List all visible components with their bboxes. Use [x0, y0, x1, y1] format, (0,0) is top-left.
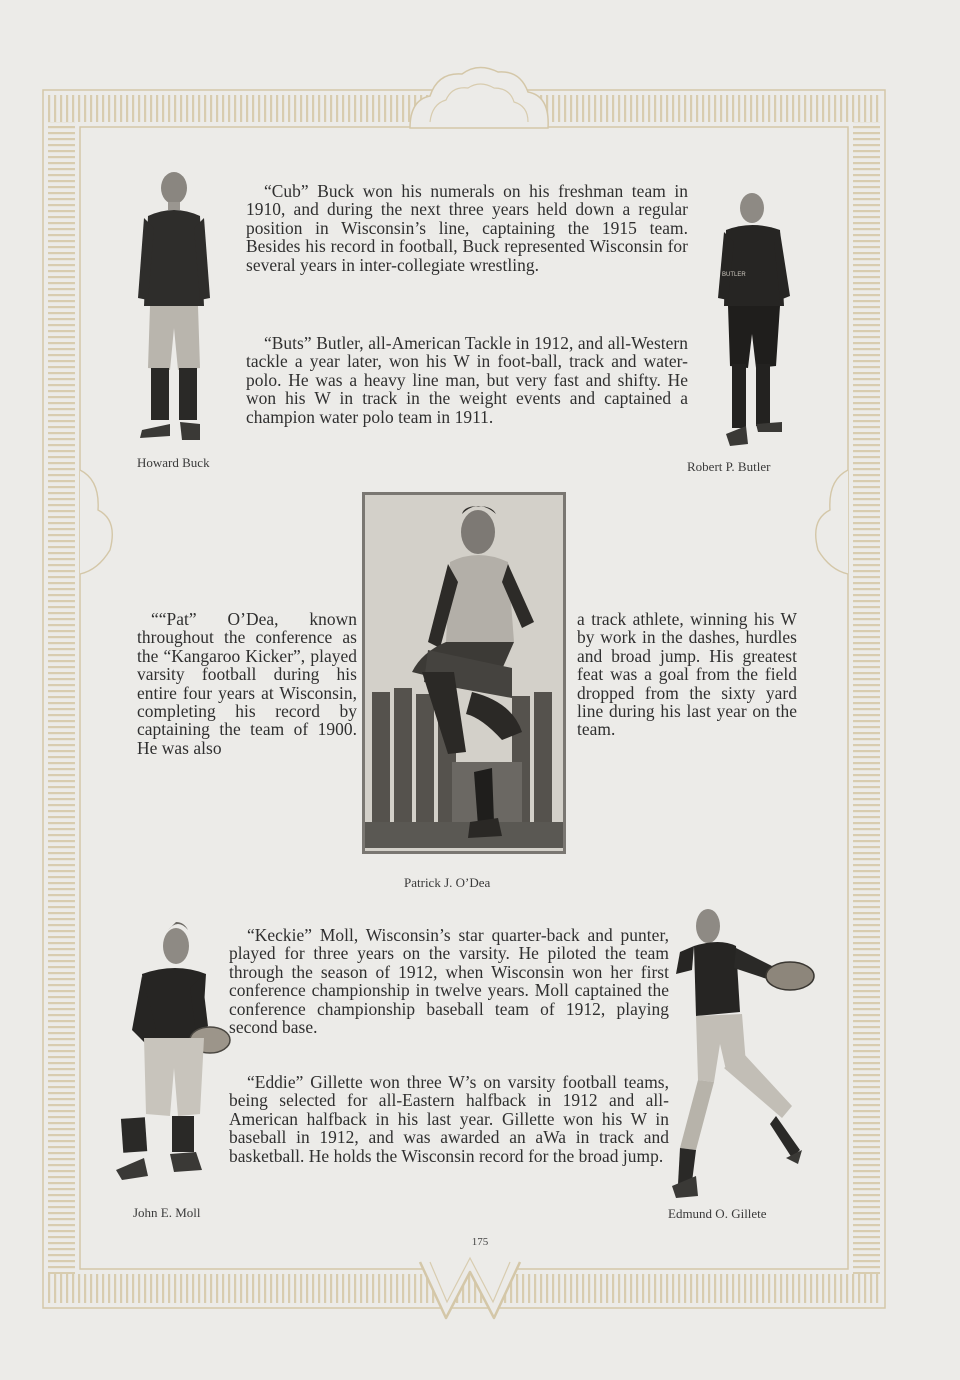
john-moll-caption: John E. Moll: [133, 1205, 201, 1220]
gillette-paragraph: “Eddie” Gillette won three W’s on varsity football teams, being selected for all-Eastern halfback in 1912 and all-American halfback in his last year. Gillette won his W in baseball in 1912, and was awarded an aWa in track and basketball. He holds the Wisconsin record for the broad jump.: [229, 1072, 669, 1166]
butler-paragraph: “Buts” Butler, all-American Tackle in 1912, and all-Western tackle a year later, won his W in foot-ball, track and water-polo. He was a heavy line man, but very fast and shifty. He won his W in track in the weight events and captained a champion water polo team in 1911.: [246, 333, 688, 427]
edmund-gillete-photo: [672, 904, 818, 1200]
howard-buck-caption: Howard Buck: [137, 455, 210, 470]
page-number: 175: [471, 1236, 489, 1248]
odea-right-paragraph: a track athlete, winning his W by work in the dashes, hurdles and broad jump. His greatest feat was a goal from the field dropped from the sixty yard line during his last year on the team.: [577, 609, 797, 740]
odea-left-paragraph: ““Pat” O’Dea, known throughout the conference as the “Kangaroo Kicker”, played varsity football during his entire four years at Wisconsin, completing his record by captaining the team of 1900. He was also: [137, 609, 357, 758]
edmund-gillete-caption: Edmund O. Gillete: [668, 1206, 767, 1221]
buck-paragraph: “Cub” Buck won his numerals on his freshman team in 1910, and during the next three years held down a regular position in Wisconsin’s line, captaining the 1915 team. Besides his record in football, Buck represented Wisconsin for several years in inter-collegiate wrestling.: [246, 181, 688, 275]
john-moll-photo: [116, 918, 232, 1190]
moll-paragraph: “Keckie” Moll, Wisconsin’s star quarter-back and punter, played for three years on the varsity. He piloted the team through the season of 1912, when Wisconsin won her first conference championship in twelve years. Moll captained the conference championship baseball team of 1912, playing second base.: [229, 925, 669, 1038]
patrick-odea-caption: Patrick J. O’Dea: [404, 875, 491, 890]
robert-butler-caption: Robert P. Butler: [687, 459, 771, 474]
patrick-odea-photo: [362, 492, 566, 854]
howard-buck-photo: [134, 168, 214, 453]
svg-text:BUTLER: BUTLER: [722, 272, 746, 278]
robert-butler-photo: [714, 186, 796, 454]
